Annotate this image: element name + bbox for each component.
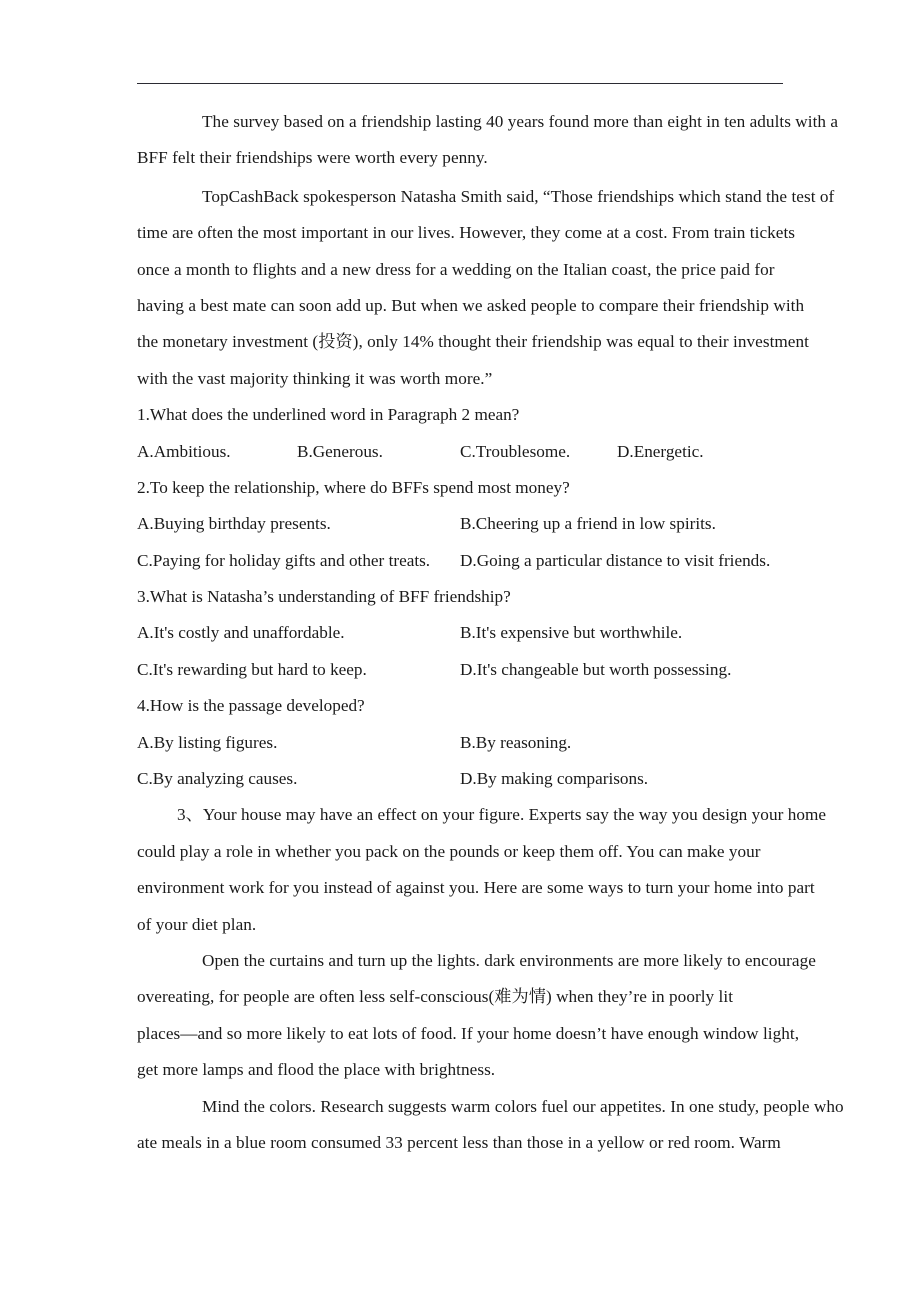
text-line: places—and so more likely to eat lots of food. If your home doesn’t have enough window light, <box>137 1023 800 1043</box>
question-stem: 3.What is Natasha’s understanding of BFF friendship? <box>137 587 511 607</box>
passage-two-paragraph-1 <box>137 797 837 943</box>
question-1 <box>137 397 837 470</box>
text-line: The survey based on a friendship lasting 40 years found more than eight in ten adults with a <box>202 112 839 131</box>
option-b[interactable]: B.By reasoning. <box>460 732 572 752</box>
text-line: BFF felt their friendships were worth every penny. <box>137 148 488 168</box>
question-stem: 4.How is the passage developed? <box>137 696 365 716</box>
question-options-row <box>137 761 837 797</box>
question-stem: 2.To keep the relationship, where do BFFs spend most money? <box>137 477 570 497</box>
question-3 <box>137 579 837 688</box>
option-a[interactable]: A.Ambitious. <box>137 441 231 461</box>
text-line: get more lamps and flood the place with brightness. <box>137 1060 496 1080</box>
text-line: could play a role in whether you pack on the pounds or keep them off. You can make your <box>137 841 761 861</box>
question-options-row <box>137 434 837 470</box>
passage-one-paragraph-2 <box>137 179 837 397</box>
question-2 <box>137 470 837 579</box>
text-line: TopCashBack spokesperson Natasha Smith said, “Those friendships which stand the test of <box>202 186 835 206</box>
question-options-row <box>137 725 837 761</box>
text-line: overeating, for people are often less self-conscious(难为情) when they’re in poorly lit <box>137 987 734 1007</box>
option-d[interactable]: D.By making comparisons. <box>460 769 649 789</box>
passage-two-paragraph-2 <box>137 943 837 1089</box>
option-c[interactable]: C.Paying for holiday gifts and other treats. <box>137 550 431 570</box>
text-line: Open the curtains and turn up the lights. dark environments are more likely to encourage <box>202 950 816 970</box>
option-d[interactable]: D.Going a particular distance to visit friends. <box>460 550 771 570</box>
text-line: having a best mate can soon add up. But when we asked people to compare their friendship with <box>137 295 805 315</box>
passage-two-paragraph-3 <box>137 1089 844 1162</box>
text-line: with the vast majority thinking it was worth more.” <box>137 368 493 388</box>
option-a[interactable]: A.Buying birthday presents. <box>137 514 331 534</box>
passage-one-paragraph-1 <box>137 104 837 177</box>
option-d[interactable]: D.Energetic. <box>617 441 704 461</box>
document-body <box>137 104 844 1161</box>
text-line: ate meals in a blue room consumed 33 percent less than those in a yellow or red room. Warm <box>137 1132 781 1152</box>
text-line: the monetary investment (投资), only 14% thought their friendship was equal to their investment <box>137 332 809 352</box>
question-4 <box>137 688 837 797</box>
header-rule-divider <box>137 83 783 84</box>
option-d[interactable]: D.It's changeable but worth possessing. <box>460 659 732 679</box>
option-c[interactable]: C.By analyzing causes. <box>137 769 298 789</box>
option-b[interactable]: B.Cheering up a friend in low spirits. <box>460 514 716 534</box>
option-b[interactable]: B.It's expensive but worthwhile. <box>460 623 683 643</box>
text-line: once a month to flights and a new dress for a wedding on the Italian coast, the price paid for <box>137 259 775 279</box>
question-options-row <box>137 543 837 579</box>
question-stem: 1.What does the underlined word in Paragraph 2 mean? <box>137 405 520 425</box>
text-line: Mind the colors. Research suggests warm colors fuel our appetites. In one study, people who <box>202 1096 844 1116</box>
question-options-row <box>137 652 837 688</box>
option-a[interactable]: A.It's costly and unaffordable. <box>137 623 345 643</box>
option-c[interactable]: C.It's rewarding but hard to keep. <box>137 659 367 679</box>
text-line: environment work for you instead of against you. Here are some ways to turn your home into part <box>137 878 815 898</box>
question-options-row <box>137 506 837 542</box>
option-b[interactable]: B.Generous. <box>297 441 383 461</box>
question-options-row <box>137 615 837 651</box>
text-line: 3、Your house may have an effect on your figure. Experts say the way you design your home <box>177 805 827 825</box>
option-c[interactable]: C.Troublesome. <box>460 441 571 461</box>
text-line: time are often the most important in our lives. However, they come at a cost. From train tickets <box>137 223 796 243</box>
text-line: of your diet plan. <box>137 914 257 934</box>
option-a[interactable]: A.By listing figures. <box>137 732 278 752</box>
